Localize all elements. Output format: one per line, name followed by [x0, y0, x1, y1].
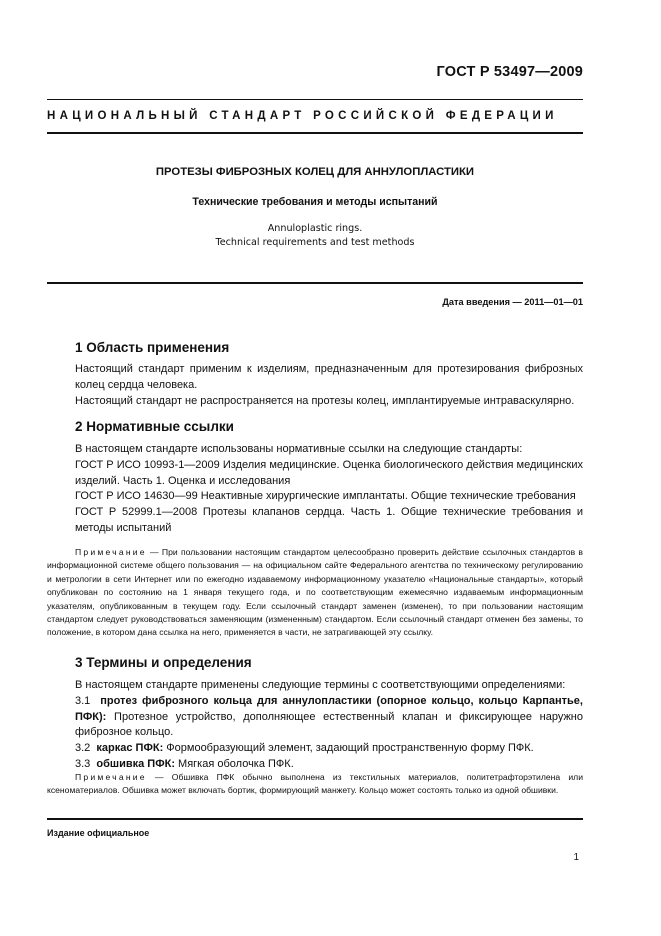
term-name: обшивка ПФК:	[96, 757, 175, 770]
note-label: Примечание	[75, 772, 147, 782]
section-1-heading: 1 Область применения	[75, 340, 230, 355]
page-number: 1	[573, 852, 579, 863]
term-name: протез фиброзного кольца для аннулопластики (опорное кольцо, кольцо Карпантье, ПФК):	[75, 694, 583, 723]
note-label: Примечание	[75, 547, 147, 557]
official-edition-label: Издание официальное	[47, 828, 150, 838]
term-definition: Протезное устройство, дополняющее естественный клапан и фиксирующее наружно фиброзное кольцо.	[75, 710, 583, 739]
section-3-note	[47, 771, 583, 798]
note-text: — Обшивка ПФК обычно выполнена из текстильных материалов, политетрафторэтилена или ксеноматериалов. Обшивка может включать бортик, формирующий манжету. Кольцо может состоять только из одной обшивки.	[47, 772, 583, 796]
section-3-paragraph-1: В настоящем стандарте применены следующие термины с соответствующими определениями:	[75, 679, 566, 691]
standard-title: ПРОТЕЗЫ ФИБРОЗНЫХ КОЛЕЦ ДЛЯ АННУЛОПЛАСТИКИ	[155, 166, 475, 178]
section-3-text	[47, 678, 583, 773]
section-1-paragraph-1: Настоящий стандарт применим к изделиям, предназначенным для протезирования фиброзных колец сердца человека.	[75, 363, 583, 391]
term-number: 3.1	[75, 694, 91, 707]
footer-divider	[47, 818, 583, 820]
section-1-paragraph-2: Настоящий стандарт не распространяется на протезы колец, имплантируемые интраваскулярно.	[75, 394, 575, 407]
term-definition: Формообразующий элемент, задающий пространственную форму ПФК.	[163, 742, 534, 755]
term-definition: Мягкая оболочка ПФК.	[174, 757, 294, 770]
section-3-heading: 3 Термины и определения	[75, 655, 252, 670]
normative-reference-1: ГОСТ Р ИСО 10993-1—2009 Изделия медицинские. Оценка биологического действия медицинских изделий. Часть 1. Оценка и исследования	[75, 458, 583, 487]
section-2-heading: 2 Нормативные ссылки	[75, 419, 234, 434]
term-number: 3.2	[75, 742, 91, 755]
section-2-text	[47, 442, 583, 537]
english-title-line1: Annuloplastic rings.	[267, 223, 363, 234]
term-3-1	[47, 694, 583, 741]
section-2-paragraph-1: В настоящем стандарте использованы нормативные ссылки на следующие стандарты:	[75, 443, 523, 455]
term-name: каркас ПФК:	[96, 742, 164, 755]
top-divider	[47, 99, 583, 100]
section-1-text	[47, 362, 583, 409]
term-number: 3.3	[75, 757, 91, 770]
normative-reference-2: ГОСТ Р ИСО 14630—99 Неактивные хирургические имплантаты. Общие технические требования	[75, 490, 576, 503]
heading-divider	[47, 132, 583, 134]
national-standard-heading: НАЦИОНАЛЬНЫЙ СТАНДАРТ РОССИЙСКОЙ ФЕДЕРАЦИИ	[47, 110, 558, 122]
english-title-line2: Technical requirements and test methods	[215, 237, 415, 248]
title-block-divider	[47, 282, 583, 284]
normative-reference-3: ГОСТ Р 52999.1—2008 Протезы клапанов сердца. Часть 1. Общие технические требования и методы испытаний	[75, 506, 583, 534]
standard-subtitle: Технические требования и методы испытаний	[192, 196, 438, 208]
section-2-note	[47, 546, 583, 640]
document-designation: ГОСТ Р 53497—2009	[436, 64, 583, 80]
introduction-date: Дата введения — 2011—01—01	[442, 297, 583, 307]
term-3-2	[47, 741, 583, 757]
note-text: — При пользовании настоящим стандартом целесообразно проверить действие ссылочных стандартов в информационной системе общего пользования — на официальном сайте Федерального агентства по техническому регулированию и метрологии в сети Интернет или по ежегодно издаваемому информационному указателю «Национальные стандарты», который опубликован по состоянию на 1 января текущего года, и по соответствующим ежемесячно издаваемым информационным указателям, опубликованным в текущем году. Если ссылочный стандарт заменен (изменен), то при пользовании настоящим стандартом следует руководствоваться заменяющим (измененным) стандартом. Если ссылочный стандарт отменен без замены, то положение, в котором дана ссылка на него, применяется в части, не затрагивающей эту ссылку.	[47, 547, 583, 638]
